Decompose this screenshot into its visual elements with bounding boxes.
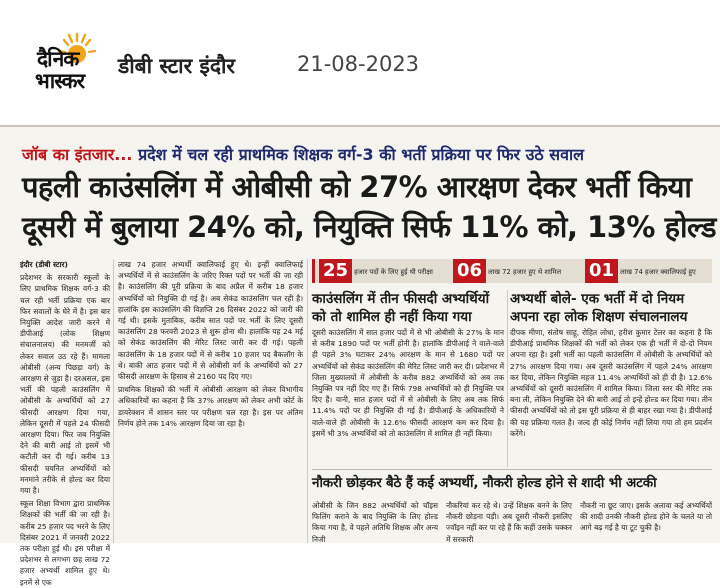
stat-exam-posts: [319, 259, 433, 283]
body-column-2: [118, 259, 303, 543]
stat-number: 01: [585, 259, 618, 283]
column-divider: [507, 290, 508, 467]
body-paragraph: लाख 74 हजार अभ्यर्थी क्वालिफाई हुए थे। इन्हीं क्वालिफाई अभ्यर्थियों में से काउंसलिंग के जरिए रिक्त पदों पर भर्ती की जा रही है। काउंसलिंग की पूरी प्रक्रिया के बाद अप्रैल में करीब 18 हजार अभ्यर्थियों को नियुक्ति दी गई है। अब सेकंड काउंसलिंग चल रही है। हालांकि इस काउंसलिंग की विज्ञप्ति 26 दिसंबर 2022 को जारी की गई थी। इसके मुताबिक, करीब सात पदों पर भर्ती के लिए दूसरी काउंसलिंग 28 फरवरी 2023 से शुरू होना थी। हालांकि यह 24 मई को सेकंड काउंसलिंग की मेरिट लिस्ट जारी कर दी गई। पहली काउंसलिंग के 18 हजार पदों में से करीब 10 हजार पद बैकलॉग के थे। बाकी आठ हजार पदों में से ओबीसी वर्ग के अभ्यर्थियों को 27 फीसदी आरक्षण के हिसाब से 2160 पद दिए गए।: [118, 260, 303, 382]
stat-qualified: [585, 259, 696, 283]
stat-number: 25: [319, 259, 352, 283]
article-kicker: [22, 143, 584, 165]
stat-label: लाख 72 हजार हुए थे शामिल: [488, 268, 562, 276]
bottom-headline: नौकरी छोड़कर बैठे हैं कई अभ्यर्थी, नौकरी होल्ड होने से शादी भी अटकी: [312, 475, 657, 491]
body-column-3: दूसरी काउंसलिंग में सात हजार पदों में से भी ओबीसी के 27% के मान से करीब 1890 पदों पर भर्ती होनी है। हालांकि डीपीआई ने वाले-वाले ही पहले 3% घटाकर 24% आरक्षण के मान से 1680 पदों पर अभ्यर्थियों को सेकंड काउंसलिंग की मेरिट लिस्ट जारी कर दी। प्रदेशभर में जिला मुख्यालयों में ओबीसी के करीब 882 अभ्यर्थियों को अब तक नियुक्ति पत्र नहीं दिए गए हैं। सिर्फ 798 अभ्यर्थियों को ही नियुक्ति पत्र दिए हैं। यानी, सात हजार पदों में से ओबीसी के लिए अब तक सिर्फ 11.4% पदों पर ही नियुक्ति दी गई है। डीपीआई के अधिकारियों ने वाले-वाले ही ओबीसी के 12.6% फीसदी आरक्षण कम कर दिया है। इसमें भी 3% अभ्यर्थियों को तो काउंसलिंग में शामिल ही नहीं किया।: [312, 328, 504, 438]
logo-text-bhaskar: भास्कर: [35, 69, 85, 93]
dateline: इंदौर (डीबी स्टार): [20, 260, 68, 269]
section-divider: [312, 469, 712, 470]
body-paragraph: प्राथमिक शिक्षकों की भर्ती में ओबीसी आरक्षण को लेकर विभागीय अधिकारियों का कहना है कि 37% आरक्षण को लेकर अभी कोर्ट के डायरेक्शन में शासन स्तर पर परीक्षण चल रहा है। इस पर अंतिम निर्णय होने तक 14% आरक्षण दिया जा रहा है।: [118, 385, 303, 428]
top-divider: [0, 125, 720, 127]
body-column-1: [20, 259, 110, 587]
stat-label: लाख 74 हजार क्वालिफाई हुए: [620, 268, 696, 276]
headline-line-1: पहली काउंसलिंग में ओबीसी को 27% आरक्षण देकर भर्ती किया: [22, 170, 692, 204]
stats-banner: [312, 259, 712, 283]
subheading-left: काउंसलिंग में तीन फीसदी अभ्यर्थियों को तो शामिल ही नहीं किया गया: [312, 291, 490, 325]
body-paragraph: [20, 259, 110, 270]
kicker-label: जॉब का इंतजार...: [22, 145, 133, 164]
news-article: [0, 125, 720, 587]
subheading-right: अभ्यर्थी बोले- एक भर्ती में दो नियम अपना रहा लोक शिक्षण संचालनालय: [510, 291, 688, 325]
logo-text-dainik: दैनिक: [37, 47, 79, 71]
column-divider: [307, 259, 308, 543]
body-column-6: नौकरियां कर रहे थे। उन्हें शिक्षक बनने के लिए नौकरी छोड़ना पड़ी। अब दूसरी नौकरी इसलिए ज्वॉइन नहीं कर पा रहे हैं कि कहीं उसके चक्कर में सरकारी: [446, 501, 572, 544]
body-column-7: नौकरी ना छूट जाए। इसके अलावा कई अभ्यर्थियों की शादी उनकी नौकरी होल्ड होने के चलते या तो आगे बढ़ गई है या टूट चुकी है।: [580, 501, 712, 533]
body-paragraph: स्कूल शिक्षा विभाग द्वारा प्राथमिक शिक्षकों की भर्ती की जा रही है। करीब 25 हजार पद भरने के लिए दिसंबर 2021 में जनवरी 2022 तक परीक्षा हुई थी। इस परीक्षा में प्रदेशभर से लगभग छह लाख 72 हजार अभ्यर्थी शामिल हुए थे। इनमें से एक: [20, 499, 110, 587]
dainik-bhaskar-logo: [33, 32, 105, 102]
edition-name: डीबी स्टार इंदौर: [118, 54, 235, 78]
headline-line-2: दूसरी में बुलाया 24% को, नियुक्ति सिर्फ 11% को, 13% होल्ड: [22, 210, 716, 244]
stat-label: हजार पदों के लिए हुई थी परीक्षा: [354, 268, 433, 276]
masthead: [0, 0, 720, 118]
body-column-5: ओबीसी के जिन 882 अभ्यर्थियों को चॉइस फिलिंग कराने के बाद नियुक्ति के लिए होल्ड किया गया है, वे पहले अतिथि शिक्षक और अन्य निजी: [312, 501, 438, 544]
body-column-4: दीपक मीणा, संतोष साहू, रोहित लोधा, हरीश कुमार टेलर का कहना है कि डीपीआई प्राथमिक शिक्षकों की भर्ती को लेकर एक ही भर्ती में दो-दो नियम अपना रहा है। इसी भर्ती का पहली काउंसलिंग में ओबीसी के अभ्यर्थियों को 27% आरक्षण दिया गया। अब दूसरी काउंसलिंग में पहले 24% आरक्षण कर दिया, लेकिन नियुक्ति महज 11.4% अभ्यर्थियों को ही दी है। 12.6% अभ्यर्थियों को दूसरी काउंसलिंग में शामिल किया। जिला स्तर की मेरिट तक बना ली, लेकिन नियुक्ति देने की बारी आई तो इन्हें होल्ड कर दिया गया। तीन फीसदी अभ्यर्थियों को तो इस पूरी प्रक्रिया से ही बाहर रखा गया है। डीपीआई की यह प्रक्रिया गलत है। जल्द ही कोई निर्णय नहीं लिया गया तो हम प्रदर्शन करेंगे।: [510, 328, 712, 438]
body-paragraph: प्रदेशभर के सरकारी स्कूलों के लिए प्राथमिक शिक्षक वर्ग-3 की चल रही भर्ती प्रक्रिया एक बार फिर सवालों के घेरे में है। इस बार नियुक्ति आदेश जारी करने में डीपीआई (लोक शिक्षण संचालनालय) की मनमर्जी को लेकर सवाल उठ रहे हैं। मामला ओबीसी (अन्य पिछड़ा वर्ग) के आरक्षण से जुड़ा है। दरअसल, इस भर्ती की पहली काउंसलिंग में ओबीसी के अभ्यर्थियों को 27 फीसदी आरक्षण दिया गया, लेकिन दूसरी में पहले 24 फीसदी आरक्षण दिया। फिर जब नियुक्ति देने की बारी आई तो इसमें भी कटौती कर दी गई। करीब 13 फीसदी चयनित अभ्यर्थियों को मनमाने तरीके से होल्ड कर दिया गया है।: [20, 273, 110, 496]
kicker-text: प्रदेश में चल रही प्राथमिक शिक्षक वर्ग-3 की भर्ती प्रक्रिया पर फिर उठे सवाल: [138, 145, 584, 164]
stat-candidates: [453, 259, 561, 283]
column-divider: [113, 259, 114, 543]
stat-number: 06: [453, 259, 486, 283]
publication-date: 21-08-2023: [297, 52, 420, 76]
